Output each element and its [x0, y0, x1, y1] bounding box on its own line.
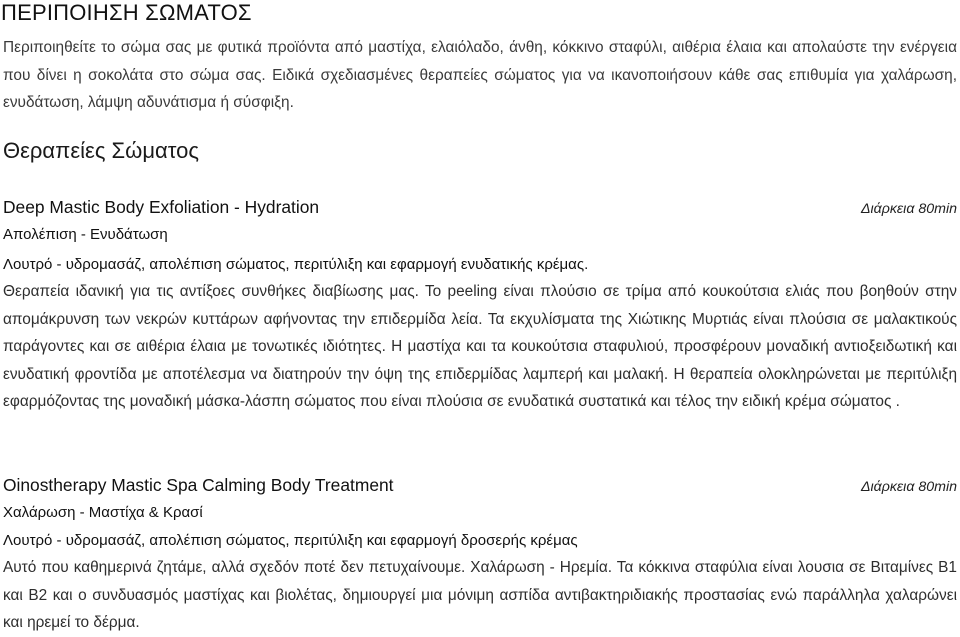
treatment-steps: Λουτρό - υδρομασάζ, απολέπιση σώματος, περιτύλιξη και εφαρμογή δροσερής κρέμας	[3, 532, 578, 549]
treatment-subtitle: Χαλάρωση - Μαστίχα & Κρασί	[3, 504, 203, 521]
treatment-steps: Λουτρό - υδρομασάζ, απολέπιση σώματος, περιτύλιξη και εφαρμογή ενυδατικής κρέμας.	[3, 256, 589, 273]
treatment-duration: Διάρκεια 80min	[860, 479, 957, 495]
treatment-description: Θεραπεία ιδανική για τις αντίξοες συνθήκες διαβίωσης μας. Το peeling είναι πλούσιο σε τρίμα από κουκούτσια ελιάς που βοηθούν στην απομάκρυνση των νεκρών κυττάρων αφήνοντας την επιδερμίδα λεία. Τα εκχυλίσματα της Χιώτικης Μυρτιάς είναι πλούσια σε μαλακτικούς παράγοντες και σε αιθέρια έλαια με τονωτικές ιδιότητες. Η μαστίχα και τα κουκούτσια σταφυλιού, προσφέρουν μοναδική αντιοξειδωτική και ενυδατική φροντίδα με αποτέλεσμα να διατηρούν την όψη της επιδερμίδας λαμπερή και μαλακή. Η θεραπεία ολοκληρώνεται με περιτύλιξη εφαρμόζοντας της μοναδική μάσκα-λάσπη σώματος που είναι πλούσια σε ενυδατικά συστατικά και τέλος την ειδική κρέμα σώματος .	[3, 283, 957, 411]
treatment-header	[3, 474, 957, 498]
treatment-name: Oinostherapy Mastic Spa Calming Body Treatment	[3, 475, 394, 495]
treatment-item	[3, 196, 957, 416]
treatment-header	[3, 196, 957, 220]
page-title: ΠΕΡΙΠΟΙΗΣΗ ΣΩΜΑΤΟΣ	[1, 0, 252, 25]
treatment-name: Deep Mastic Body Exfoliation - Hydration	[3, 197, 320, 217]
treatment-duration: Διάρκεια 80min	[860, 201, 957, 217]
treatment-subtitle: Απολέπιση - Ενυδάτωση	[3, 226, 168, 243]
treatment-item	[3, 474, 957, 637]
section-title: Θεραπείες Σώματος	[3, 138, 199, 163]
intro-paragraph: Περιποιηθείτε το σώμα σας με φυτικά προϊόντα από μαστίχα, ελαιόλαδο, άνθη, κόκκινο σταφύλι, αιθέρια έλαια και απολαύστε την ενέργεια που δίνει η σοκολάτα στο σώμα σας. Ειδικά σχεδιασμένες θεραπείες σώματος για να ικανοποιήσουν κάθε σας επιθυμία για χαλάρωση, ενυδάτωση, λάμψη αδυνάτισμα ή σύσφιξη.	[3, 39, 957, 112]
treatment-description: Αυτό που καθημερινά ζητάμε, αλλά σχεδόν ποτέ δεν πετυχαίνουμε. Χαλάρωση - Ηρεμία. Τα κόκκινα σταφύλια είναι λουσια σε Βιταμίνες Β1 και Β2 και ο συνδυασμός μαστίχας και βιολέτας, δημιουργεί μια μόνιμη ασπίδα αντιβακτηριδιακής προστασίας ενώ παράλληλα χαλαρώνει και ηρεμεί το δέρμα.	[3, 559, 957, 632]
